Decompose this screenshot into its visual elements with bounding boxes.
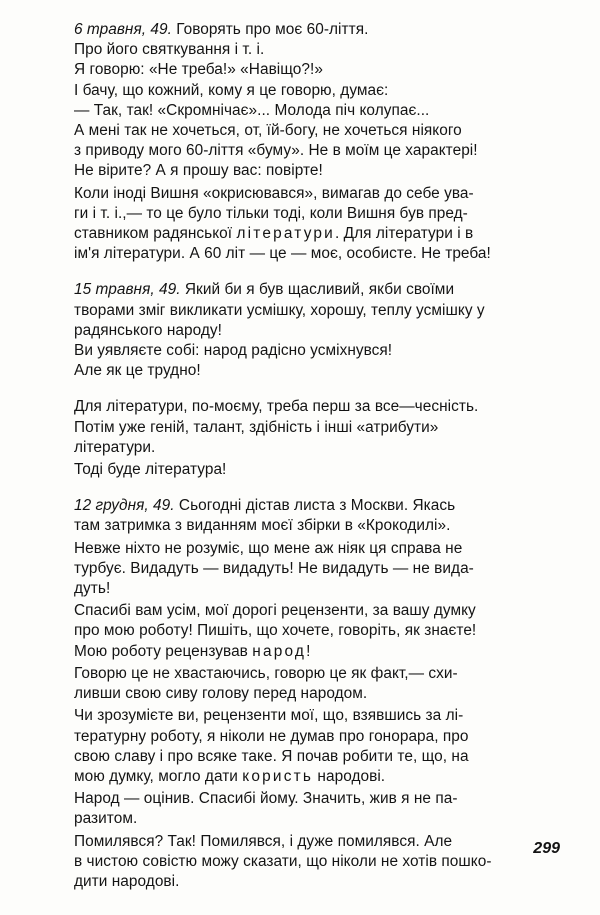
text-line: Спасибі вам усім, мої дорогі рецензенти, за вашу думку — [74, 602, 476, 620]
paragraph — [74, 706, 556, 787]
text-line: в чистою совістю можу сказати, що ніколи не хотів пошко- — [74, 852, 492, 870]
text-line: Але як це трудно! — [74, 362, 201, 380]
text-line: про мою роботу! Пишіть, що хочете, говоріть, як знаєте! — [74, 622, 477, 640]
text-line — [74, 224, 556, 244]
entry-date: 12 грудня, 49. — [74, 497, 175, 515]
paragraph — [74, 280, 556, 341]
spaced-word: народ — [252, 642, 307, 660]
text-line: свою славу і про всяке таке. Я почав робити те, що, на — [74, 747, 469, 765]
text-line: дуть! — [74, 580, 111, 598]
page-number: 299 — [533, 840, 560, 857]
paragraph — [74, 539, 556, 600]
text-line: ливши свою сиву голову перед народом. — [74, 685, 368, 703]
text-line: Невже ніхто не розуміє, що мене аж ніяк ця справа не — [74, 539, 463, 557]
text-line — [74, 642, 556, 662]
text-line: — Так, так! «Скромнічає»... Молода піч колупає... — [74, 101, 430, 119]
text-line: Ви уявляєте собі: народ радісно усміхнувся! — [74, 342, 393, 360]
text-line: там затримка з виданням моєї збірки в «Крокодилі». — [74, 517, 451, 535]
text-line: Потім уже геній, талант, здібність і інші «атрибути» — [74, 418, 439, 436]
text-span: народові. — [313, 767, 386, 785]
entry-text: Говорять про моє 60-ліття. — [171, 21, 369, 38]
text-line: Коли іноді Вишня «окрисювався», вимагав до себе ува- — [74, 184, 474, 202]
paragraph — [74, 789, 556, 829]
text-line: ги і т. і.,— то це було тільки тоді, коли Вишня був пред- — [74, 204, 468, 222]
entry-date: 15 травня, 49. — [74, 281, 181, 299]
text-span: ! — [306, 642, 311, 660]
entry-text: Сьогодні дістав листа з Москви. Якась — [174, 497, 456, 515]
text-line — [74, 767, 556, 787]
text-line: ім'я літератури. А 60 літ — це — моє, особисте. Не треба! — [74, 245, 491, 263]
paragraph — [74, 496, 556, 536]
paragraph — [74, 184, 556, 265]
text-span: Мою роботу рецензував — [74, 642, 253, 660]
text-line: І бачу, що кожний, кому я це говорю, думає: — [74, 81, 389, 99]
text-line: Говорю це не хвастаючись, говорю це як факт,— схи- — [74, 664, 458, 682]
entry-date: 6 травня, 49. — [74, 21, 172, 38]
text-line: Не вірите? А я прошу вас: повірте! — [74, 162, 323, 180]
text-line: Про його святкування і т. і. — [74, 41, 265, 59]
entry-heading — [74, 20, 556, 40]
text-line: творами зміг викликати усмішку, хорошу, теплу усмішку у — [74, 301, 485, 319]
text-line: Помилявся? Так! Помилявся, і дуже помилявся. Але — [74, 832, 453, 850]
text-line: літератури. — [74, 438, 156, 456]
text-line: Чи зрозумієте ви, рецензенти мої, що, взявшись за лі- — [74, 707, 464, 725]
paragraph — [74, 664, 556, 704]
spaced-word: літератури — [236, 225, 335, 243]
text-span: мою думку, могло дати — [74, 767, 243, 785]
text-line: радянського народу! — [74, 321, 222, 339]
text-line: А мені так не хочеться, от, їй-богу, не хочеться ніякого — [74, 122, 462, 140]
entry-heading — [74, 280, 556, 300]
text-line: Тоді буде література! — [74, 461, 227, 479]
text-line: разитом. — [74, 810, 138, 828]
spaced-word: користь — [242, 767, 314, 785]
paragraph — [74, 397, 556, 458]
text-line: тературну роботу, я ніколи не думав про гонорара, про — [74, 727, 469, 745]
text-line: турбує. Видадуть — видадуть! Не видадуть — не вида- — [74, 559, 474, 577]
paragraph — [74, 121, 556, 182]
text-line: дити народові. — [74, 872, 180, 890]
text-line: Я говорю: «Не треба!» «Навіщо?!» — [74, 61, 323, 79]
paragraph — [74, 601, 556, 641]
entry-heading — [74, 496, 556, 516]
text-line: Народ — оцінив. Спасибі йому. Значить, жив я не па- — [74, 790, 458, 808]
text-line: Для літератури, по-моєму, треба перш за все—чесність. — [74, 398, 479, 416]
paragraph — [74, 832, 556, 893]
text-line: з приводу мого 60-ліття «буму». Не в моїм це характері! — [74, 142, 478, 160]
text-span: ставником радянської — [74, 225, 233, 243]
entry-text: Який би я був щасливий, якби своїми — [180, 281, 455, 299]
text-span: . Для літератури і в — [334, 225, 474, 243]
